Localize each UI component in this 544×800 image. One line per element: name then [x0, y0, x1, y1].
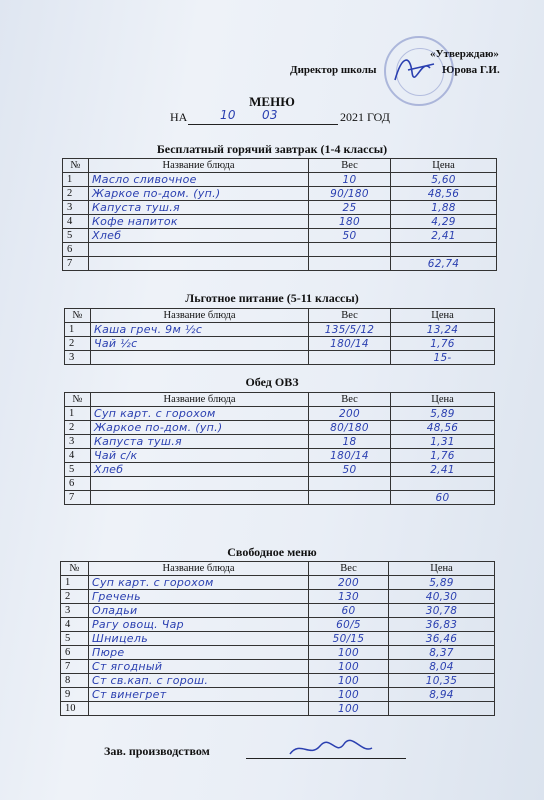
- dish-price: 4,29: [391, 215, 497, 229]
- col-dish: Название блюда: [91, 393, 309, 407]
- dish-weight: 100: [309, 674, 389, 688]
- dish-price: 2,41: [391, 229, 497, 243]
- dish-weight: 135/5/12: [309, 323, 391, 337]
- dish-weight: 60/5: [309, 618, 389, 632]
- row-number: 6: [61, 646, 89, 660]
- table-row: [61, 688, 495, 702]
- col-weight: Вес: [309, 393, 391, 407]
- row-number: 2: [65, 421, 91, 435]
- dish-weight: 180/14: [309, 449, 391, 463]
- section-title-preferential: Льготное питание (5-11 классы): [185, 291, 359, 305]
- table-row: [61, 590, 495, 604]
- dish-name: Хлеб: [91, 463, 309, 477]
- dish-price: 5,60: [391, 173, 497, 187]
- table-row: [65, 351, 495, 365]
- dish-weight: 90/180: [309, 187, 391, 201]
- dish-name: Суп карт. с горохом: [91, 407, 309, 421]
- dish-name: Ст ягодный: [89, 660, 309, 674]
- dish-name: Кофе напиток: [89, 215, 309, 229]
- dish-weight: 180: [309, 215, 391, 229]
- dish-weight: 18: [309, 435, 391, 449]
- table-row: [63, 187, 497, 201]
- col-dish: Название блюда: [91, 309, 309, 323]
- row-number: 5: [61, 632, 89, 646]
- row-number: 1: [65, 407, 91, 421]
- table-row: [63, 257, 497, 271]
- dish-name: Суп карт. с горохом: [89, 576, 309, 590]
- production-manager-label: Зав. производством: [104, 744, 210, 758]
- menu-date: [170, 110, 390, 125]
- row-number: 7: [63, 257, 89, 271]
- date-prefix: НА: [170, 110, 188, 124]
- page-title: МЕНЮ: [249, 94, 295, 109]
- col-num: №: [65, 309, 91, 323]
- table-free-menu: [60, 561, 495, 716]
- dish-weight: [309, 477, 391, 491]
- table-header: [65, 309, 495, 323]
- row-number: 4: [65, 449, 91, 463]
- row-number: 1: [63, 173, 89, 187]
- row-number: 9: [61, 688, 89, 702]
- dish-weight: 60: [309, 604, 389, 618]
- table-free-breakfast: [62, 158, 497, 271]
- table-row: [65, 337, 495, 351]
- date-month: 03: [262, 108, 278, 122]
- dish-weight: 100: [309, 702, 389, 716]
- dish-name: [91, 351, 309, 365]
- row-number: 7: [65, 491, 91, 505]
- dish-weight: 200: [309, 407, 391, 421]
- table-row: [61, 674, 495, 688]
- row-number: 5: [63, 229, 89, 243]
- row-number: 2: [61, 590, 89, 604]
- row-number: 6: [65, 477, 91, 491]
- date-year: 2021 ГОД: [340, 110, 390, 124]
- dish-name: Чай ½с: [91, 337, 309, 351]
- col-weight: Вес: [309, 159, 391, 173]
- dish-weight: 100: [309, 646, 389, 660]
- dish-weight: 200: [309, 576, 389, 590]
- table-row: [63, 215, 497, 229]
- row-number: 2: [63, 187, 89, 201]
- table-row: [65, 477, 495, 491]
- dish-weight: 50: [309, 463, 391, 477]
- dish-name: Хлеб: [89, 229, 309, 243]
- dish-price: [391, 477, 495, 491]
- table-row: [63, 173, 497, 187]
- table-row: [65, 449, 495, 463]
- col-weight: Вес: [309, 562, 389, 576]
- dish-price: 15-: [391, 351, 495, 365]
- row-number: 4: [63, 215, 89, 229]
- dish-name: Жаркое по-дом. (уп.): [89, 187, 309, 201]
- dish-name: Рагу овощ. Чар: [89, 618, 309, 632]
- row-number: 10: [61, 702, 89, 716]
- dish-price: 1,76: [391, 449, 495, 463]
- dish-name: [89, 257, 309, 271]
- dish-price: 8,04: [389, 660, 495, 674]
- dish-name: Чай с/к: [91, 449, 309, 463]
- director-signature: [390, 50, 440, 90]
- dish-price: 2,41: [391, 463, 495, 477]
- dish-name: Ст винегрет: [89, 688, 309, 702]
- row-number: 1: [61, 576, 89, 590]
- dish-name: [91, 477, 309, 491]
- dish-name: Оладьи: [89, 604, 309, 618]
- dish-price: 48,56: [391, 187, 497, 201]
- manager-signature: [286, 736, 376, 762]
- dish-weight: [309, 351, 391, 365]
- dish-name: [89, 243, 309, 257]
- table-row: [65, 435, 495, 449]
- dish-weight: 50/15: [309, 632, 389, 646]
- table-header: [63, 159, 497, 173]
- table-row: [63, 201, 497, 215]
- director-label: Директор школы: [290, 64, 377, 76]
- dish-price: 36,83: [389, 618, 495, 632]
- table-row: [65, 463, 495, 477]
- table-header: [61, 562, 495, 576]
- dish-price: 1,88: [391, 201, 497, 215]
- approve-label: «Утверждаю»: [430, 48, 499, 60]
- col-price: Цена: [391, 159, 497, 173]
- section-title-free-menu: Свободное меню: [227, 545, 317, 559]
- dish-name: Жаркое по-дом. (уп.): [91, 421, 309, 435]
- dish-price: 10,35: [389, 674, 495, 688]
- dish-price: 13,24: [391, 323, 495, 337]
- col-num: №: [63, 159, 89, 173]
- dish-price: 1,31: [391, 435, 495, 449]
- table-lunch-ovz: [64, 392, 495, 505]
- row-number: 4: [61, 618, 89, 632]
- table-header: [65, 393, 495, 407]
- section-title-free-breakfast: Бесплатный горячий завтрак (1-4 классы): [156, 142, 388, 156]
- table-row: [61, 576, 495, 590]
- table-row: [63, 229, 497, 243]
- dish-weight: [309, 491, 391, 505]
- dish-price: 30,78: [389, 604, 495, 618]
- dish-name: [91, 491, 309, 505]
- dish-name: Гречень: [89, 590, 309, 604]
- dish-name: Ст св.кап. с горош.: [89, 674, 309, 688]
- table-row: [61, 702, 495, 716]
- table-row: [61, 632, 495, 646]
- dish-price: 36,46: [389, 632, 495, 646]
- col-weight: Вес: [309, 309, 391, 323]
- dish-weight: 10: [309, 173, 391, 187]
- dish-name: Масло сливочное: [89, 173, 309, 187]
- table-row: [65, 491, 495, 505]
- dish-price: [391, 243, 497, 257]
- row-number: 1: [65, 323, 91, 337]
- dish-price: 1,76: [391, 337, 495, 351]
- dish-weight: 25: [309, 201, 391, 215]
- dish-weight: 100: [309, 660, 389, 674]
- table-row: [65, 421, 495, 435]
- row-number: 8: [61, 674, 89, 688]
- dish-name: Каша греч. 9м ½с: [91, 323, 309, 337]
- section-title-lunch-ovz: Обед ОВЗ: [245, 375, 299, 389]
- dish-weight: 100: [309, 688, 389, 702]
- dish-weight: 50: [309, 229, 391, 243]
- dish-price: 40,30: [389, 590, 495, 604]
- table-row: [65, 407, 495, 421]
- table-row: [61, 646, 495, 660]
- dish-price: 8,94: [389, 688, 495, 702]
- dish-price: 62,74: [391, 257, 497, 271]
- dish-name: Пюре: [89, 646, 309, 660]
- dish-name: Шницель: [89, 632, 309, 646]
- col-num: №: [65, 393, 91, 407]
- row-number: 3: [63, 201, 89, 215]
- col-price: Цена: [389, 562, 495, 576]
- col-dish: Название блюда: [89, 562, 309, 576]
- col-price: Цена: [391, 309, 495, 323]
- row-number: 3: [65, 351, 91, 365]
- date-day: 10: [220, 108, 236, 122]
- dish-weight: [309, 243, 391, 257]
- dish-weight: [309, 257, 391, 271]
- dish-weight: 80/180: [309, 421, 391, 435]
- table-row: [61, 618, 495, 632]
- col-dish: Название блюда: [89, 159, 309, 173]
- table-row: [61, 604, 495, 618]
- dish-name: Капуста туш.я: [89, 201, 309, 215]
- dish-price: 8,37: [389, 646, 495, 660]
- row-number: 7: [61, 660, 89, 674]
- dish-price: 60: [391, 491, 495, 505]
- col-num: №: [61, 562, 89, 576]
- row-number: 3: [61, 604, 89, 618]
- row-number: 2: [65, 337, 91, 351]
- dish-weight: 180/14: [309, 337, 391, 351]
- dish-price: 48,56: [391, 421, 495, 435]
- dish-price: [389, 702, 495, 716]
- table-preferential: [64, 308, 495, 365]
- dish-name: [89, 702, 309, 716]
- table-row: [63, 243, 497, 257]
- col-price: Цена: [391, 393, 495, 407]
- row-number: 5: [65, 463, 91, 477]
- director-name: Юрова Г.И.: [442, 64, 500, 76]
- dish-price: 5,89: [391, 407, 495, 421]
- table-row: [65, 323, 495, 337]
- dish-weight: 130: [309, 590, 389, 604]
- row-number: 3: [65, 435, 91, 449]
- row-number: 6: [63, 243, 89, 257]
- table-row: [61, 660, 495, 674]
- dish-name: Капуста туш.я: [91, 435, 309, 449]
- dish-price: 5,89: [389, 576, 495, 590]
